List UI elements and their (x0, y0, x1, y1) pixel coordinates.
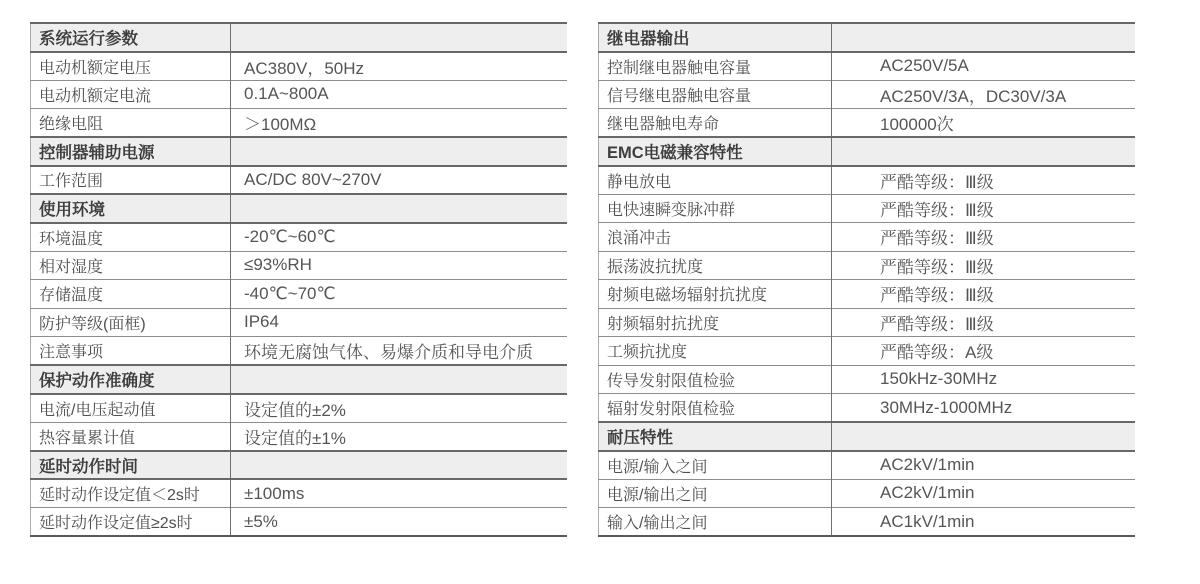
section-title: 使用环境 (31, 194, 231, 223)
spec-label: 电动机额定电压 (31, 52, 231, 81)
spec-label: 控制继电器触电容量 (599, 52, 832, 81)
spec-row (31, 422, 568, 451)
spec-value: IP64 (231, 308, 568, 337)
spec-value: 100000次 (832, 109, 1136, 138)
spec-table-right (598, 22, 1135, 537)
spec-row (599, 337, 1136, 366)
spec-value: 严酷等级：Ⅲ级 (832, 280, 1136, 309)
spec-row (31, 394, 568, 423)
spec-label: 热容量累计值 (31, 422, 231, 451)
section-title: 继电器输出 (599, 23, 832, 52)
spec-row (599, 80, 1136, 109)
spec-row (599, 451, 1136, 480)
spec-label: 电动机额定电流 (31, 80, 231, 109)
spec-label: 射频电磁场辐射抗扰度 (599, 280, 832, 309)
spec-label: 绝缘电阻 (31, 109, 231, 138)
spec-row (31, 508, 568, 537)
spec-value (832, 137, 1136, 166)
spec-value (832, 422, 1136, 451)
spec-value: ±5% (231, 508, 568, 537)
spec-value: 严酷等级：Ⅲ级 (832, 308, 1136, 337)
spec-row (599, 280, 1136, 309)
spec-value: 严酷等级：A级 (832, 337, 1136, 366)
spec-value: AC2kV/1min (832, 451, 1136, 480)
spec-label: 工作范围 (31, 166, 231, 195)
spec-value: AC380V，50Hz (231, 52, 568, 81)
spec-label: 辐射发射限值检验 (599, 394, 832, 423)
spec-value: 严酷等级：Ⅲ级 (832, 251, 1136, 280)
spec-value (231, 365, 568, 394)
spec-row (599, 508, 1136, 537)
spec-row (599, 109, 1136, 138)
spec-label: 电源/输出之间 (599, 479, 832, 508)
spec-row (31, 80, 568, 109)
section-title: 系统运行参数 (31, 23, 231, 52)
spec-label: 环境温度 (31, 223, 231, 252)
spec-row (31, 308, 568, 337)
spec-row (599, 52, 1136, 81)
spec-label: 静电放电 (599, 166, 832, 195)
section-title: 控制器辅助电源 (31, 137, 231, 166)
spec-value: 30MHz-1000MHz (832, 394, 1136, 423)
spec-row (599, 251, 1136, 280)
spec-value: AC1kV/1min (832, 508, 1136, 537)
spec-row (31, 479, 568, 508)
spec-value (231, 137, 568, 166)
spec-label: 电快速瞬变脉冲群 (599, 194, 832, 223)
spec-value: 0.1A~800A (231, 80, 568, 109)
spec-row (31, 166, 568, 195)
spec-value (231, 194, 568, 223)
spec-table-left (30, 22, 567, 537)
spec-row (599, 194, 1136, 223)
spec-row (31, 109, 568, 138)
section-header-row (31, 365, 568, 394)
spec-label: 注意事项 (31, 337, 231, 366)
spec-value: 150kHz-30MHz (832, 365, 1136, 394)
spec-value: 严酷等级：Ⅲ级 (832, 223, 1136, 252)
spec-label: 工频抗扰度 (599, 337, 832, 366)
spec-value (231, 451, 568, 480)
spec-row (31, 52, 568, 81)
spec-value (231, 23, 568, 52)
section-header-row (31, 137, 568, 166)
section-title: EMC电磁兼容特性 (599, 137, 832, 166)
spec-row (31, 280, 568, 309)
spec-label: 输入/输出之间 (599, 508, 832, 537)
section-title: 耐压特性 (599, 422, 832, 451)
spec-label: 延时动作设定值≥2s时 (31, 508, 231, 537)
spec-label: 振荡波抗扰度 (599, 251, 832, 280)
spec-label: 延时动作设定值＜2s时 (31, 479, 231, 508)
spec-value: 环境无腐蚀气体、易爆介质和导电介质 (231, 337, 568, 366)
spec-value: AC250V/5A (832, 52, 1136, 81)
spec-row (31, 223, 568, 252)
spec-value: ±100ms (231, 479, 568, 508)
spec-value: 设定值的±2% (231, 394, 568, 423)
spec-value: 设定值的±1% (231, 422, 568, 451)
spec-label: 电源/输入之间 (599, 451, 832, 480)
spec-label: 信号继电器触电容量 (599, 80, 832, 109)
spec-label: 浪涌冲击 (599, 223, 832, 252)
spec-value: 严酷等级：Ⅲ级 (832, 166, 1136, 195)
spec-label: 相对湿度 (31, 251, 231, 280)
spec-row (599, 166, 1136, 195)
spec-value: ≤93%RH (231, 251, 568, 280)
spec-row (599, 394, 1136, 423)
spec-row (599, 308, 1136, 337)
spec-value: AC2kV/1min (832, 479, 1136, 508)
spec-label: 继电器触电寿命 (599, 109, 832, 138)
spec-value: 严酷等级：Ⅲ级 (832, 194, 1136, 223)
section-header-row (31, 451, 568, 480)
spec-row (599, 479, 1136, 508)
section-header-row (599, 137, 1136, 166)
spec-label: 防护等级(面框) (31, 308, 231, 337)
section-header-row (31, 194, 568, 223)
section-header-row (31, 23, 568, 52)
spec-label: 存储温度 (31, 280, 231, 309)
spec-row (31, 337, 568, 366)
spec-value: -20℃~60℃ (231, 223, 568, 252)
section-title: 保护动作准确度 (31, 365, 231, 394)
section-header-row (599, 422, 1136, 451)
spec-row (31, 251, 568, 280)
spec-value: ＞100MΩ (231, 109, 568, 138)
section-header-row (599, 23, 1136, 52)
spec-value: AC250V/3A，DC30V/3A (832, 80, 1136, 109)
spec-label: 电流/电压起动值 (31, 394, 231, 423)
spec-row (599, 223, 1136, 252)
spec-value (832, 23, 1136, 52)
section-title: 延时动作时间 (31, 451, 231, 480)
spec-value: -40℃~70℃ (231, 280, 568, 309)
spec-value: AC/DC 80V~270V (231, 166, 568, 195)
spec-row (599, 365, 1136, 394)
spec-label: 传导发射限值检验 (599, 365, 832, 394)
spec-label: 射频辐射抗扰度 (599, 308, 832, 337)
